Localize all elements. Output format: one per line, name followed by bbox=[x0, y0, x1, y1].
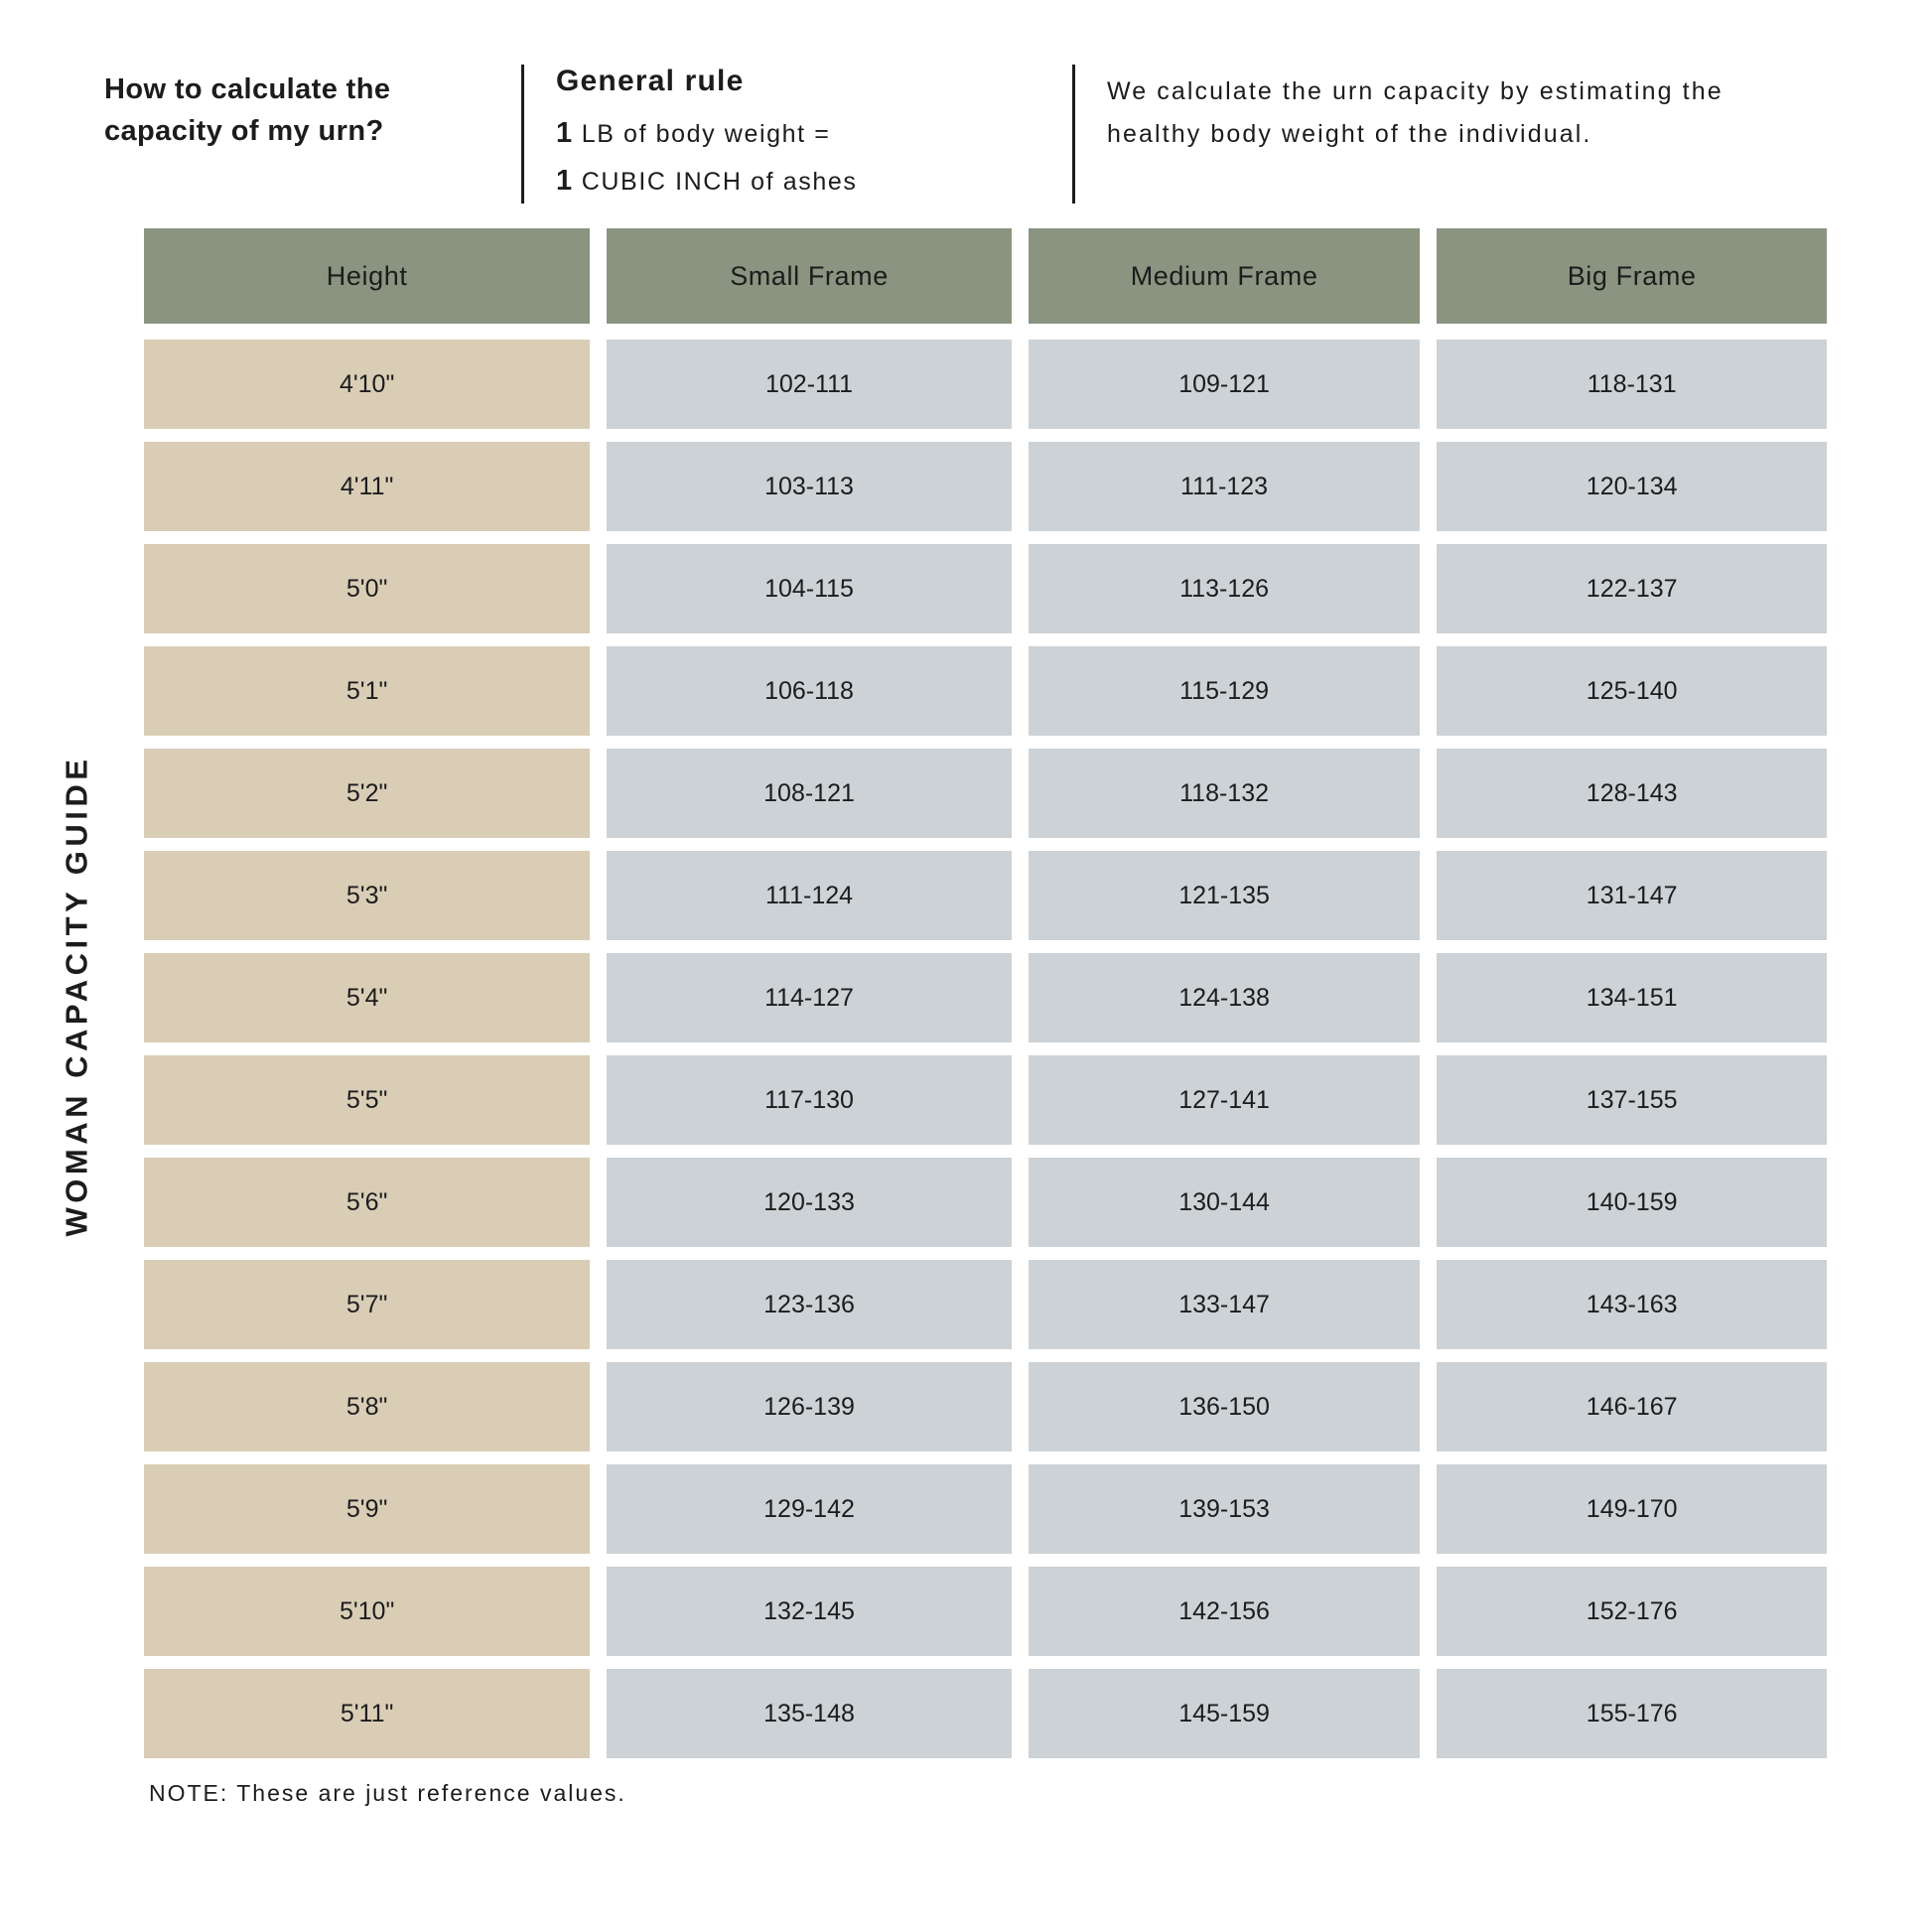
cell-weight-range: 139-153 bbox=[1029, 1464, 1421, 1554]
cell-weight-range: 113-126 bbox=[1029, 544, 1421, 633]
general-rule-line-2 bbox=[556, 158, 1052, 206]
cell-weight-range: 118-132 bbox=[1029, 749, 1421, 838]
table-row bbox=[144, 1567, 1827, 1656]
cell-weight-range: 128-143 bbox=[1437, 749, 1827, 838]
general-rule-line-1 bbox=[556, 110, 1052, 158]
divider-2 bbox=[1072, 65, 1075, 204]
cell-weight-range: 124-138 bbox=[1029, 953, 1421, 1042]
cell-weight-range: 125-140 bbox=[1437, 646, 1827, 736]
cell-weight-range: 109-121 bbox=[1029, 340, 1421, 429]
cell-weight-range: 142-156 bbox=[1029, 1567, 1421, 1656]
column-header-big-frame: Big Frame bbox=[1437, 228, 1827, 324]
cell-weight-range: 103-113 bbox=[607, 442, 1012, 531]
cell-weight-range: 120-133 bbox=[607, 1158, 1012, 1247]
table-row bbox=[144, 1464, 1827, 1554]
cell-weight-range: 115-129 bbox=[1029, 646, 1421, 736]
cell-height: 5'3" bbox=[144, 851, 590, 940]
general-rule-block bbox=[556, 55, 1052, 206]
general-rule-title: General rule bbox=[556, 65, 745, 97]
cell-weight-range: 117-130 bbox=[607, 1055, 1012, 1145]
cell-weight-range: 123-136 bbox=[607, 1260, 1012, 1349]
table-row bbox=[144, 1055, 1827, 1145]
cell-weight-range: 135-148 bbox=[607, 1669, 1012, 1758]
cell-weight-range: 122-137 bbox=[1437, 544, 1827, 633]
side-label bbox=[32, 0, 121, 1932]
cell-height: 5'5" bbox=[144, 1055, 590, 1145]
rule-line-1-number: 1 bbox=[556, 117, 574, 149]
cell-weight-range: 131-147 bbox=[1437, 851, 1827, 940]
table-row bbox=[144, 1362, 1827, 1451]
cell-height: 5'10" bbox=[144, 1567, 590, 1656]
cell-height: 5'8" bbox=[144, 1362, 590, 1451]
cell-weight-range: 108-121 bbox=[607, 749, 1012, 838]
cell-weight-range: 111-123 bbox=[1029, 442, 1421, 531]
table-row bbox=[144, 953, 1827, 1042]
header bbox=[104, 55, 1872, 228]
cell-height: 5'4" bbox=[144, 953, 590, 1042]
table-row bbox=[144, 1669, 1827, 1758]
table-header-row bbox=[144, 228, 1827, 324]
divider-1 bbox=[521, 65, 524, 204]
cell-weight-range: 111-124 bbox=[607, 851, 1012, 940]
table-row bbox=[144, 646, 1827, 736]
cell-height: 5'6" bbox=[144, 1158, 590, 1247]
cell-height: 4'11" bbox=[144, 442, 590, 531]
cell-height: 5'1" bbox=[144, 646, 590, 736]
cell-weight-range: 152-176 bbox=[1437, 1567, 1827, 1656]
table-row bbox=[144, 749, 1827, 838]
page-title: How to calculate the capacity of my urn? bbox=[104, 73, 391, 148]
column-header-height: Height bbox=[144, 228, 590, 324]
cell-weight-range: 102-111 bbox=[607, 340, 1012, 429]
cell-height: 5'11" bbox=[144, 1669, 590, 1758]
cell-weight-range: 118-131 bbox=[1437, 340, 1827, 429]
cell-height: 5'7" bbox=[144, 1260, 590, 1349]
side-label-text: WOMAN CAPACITY GUIDE bbox=[59, 755, 93, 1237]
cell-weight-range: 114-127 bbox=[607, 953, 1012, 1042]
table-row bbox=[144, 851, 1827, 940]
table-row bbox=[144, 340, 1827, 429]
table-row bbox=[144, 1260, 1827, 1349]
cell-weight-range: 137-155 bbox=[1437, 1055, 1827, 1145]
cell-height: 4'10" bbox=[144, 340, 590, 429]
column-header-medium-frame: Medium Frame bbox=[1029, 228, 1421, 324]
rule-line-2-number: 1 bbox=[556, 164, 574, 197]
cell-weight-range: 133-147 bbox=[1029, 1260, 1421, 1349]
cell-weight-range: 104-115 bbox=[607, 544, 1012, 633]
table-row bbox=[144, 442, 1827, 531]
header-note: We calculate the urn capacity by estimating the healthy body weight of the individual. bbox=[1107, 77, 1724, 148]
cell-weight-range: 129-142 bbox=[607, 1464, 1012, 1554]
rule-line-1-text: LB of body weight = bbox=[581, 120, 831, 148]
cell-weight-range: 136-150 bbox=[1029, 1362, 1421, 1451]
cell-weight-range: 130-144 bbox=[1029, 1158, 1421, 1247]
cell-weight-range: 149-170 bbox=[1437, 1464, 1827, 1554]
cell-height: 5'2" bbox=[144, 749, 590, 838]
table-body bbox=[144, 340, 1827, 1758]
cell-weight-range: 127-141 bbox=[1029, 1055, 1421, 1145]
cell-height: 5'0" bbox=[144, 544, 590, 633]
cell-weight-range: 132-145 bbox=[607, 1567, 1012, 1656]
cell-weight-range: 121-135 bbox=[1029, 851, 1421, 940]
rule-line-2-text: CUBIC INCH of ashes bbox=[581, 167, 858, 196]
cell-weight-range: 143-163 bbox=[1437, 1260, 1827, 1349]
cell-weight-range: 146-167 bbox=[1437, 1362, 1827, 1451]
capacity-table bbox=[144, 228, 1827, 1758]
cell-height: 5'9" bbox=[144, 1464, 590, 1554]
cell-weight-range: 145-159 bbox=[1029, 1669, 1421, 1758]
cell-weight-range: 126-139 bbox=[607, 1362, 1012, 1451]
cell-weight-range: 140-159 bbox=[1437, 1158, 1827, 1247]
cell-weight-range: 106-118 bbox=[607, 646, 1012, 736]
cell-weight-range: 120-134 bbox=[1437, 442, 1827, 531]
table-row bbox=[144, 1158, 1827, 1247]
cell-weight-range: 134-151 bbox=[1437, 953, 1827, 1042]
footer-note: NOTE: These are just reference values. bbox=[149, 1780, 626, 1806]
cell-weight-range: 155-176 bbox=[1437, 1669, 1827, 1758]
table-row bbox=[144, 544, 1827, 633]
column-header-small-frame: Small Frame bbox=[607, 228, 1012, 324]
